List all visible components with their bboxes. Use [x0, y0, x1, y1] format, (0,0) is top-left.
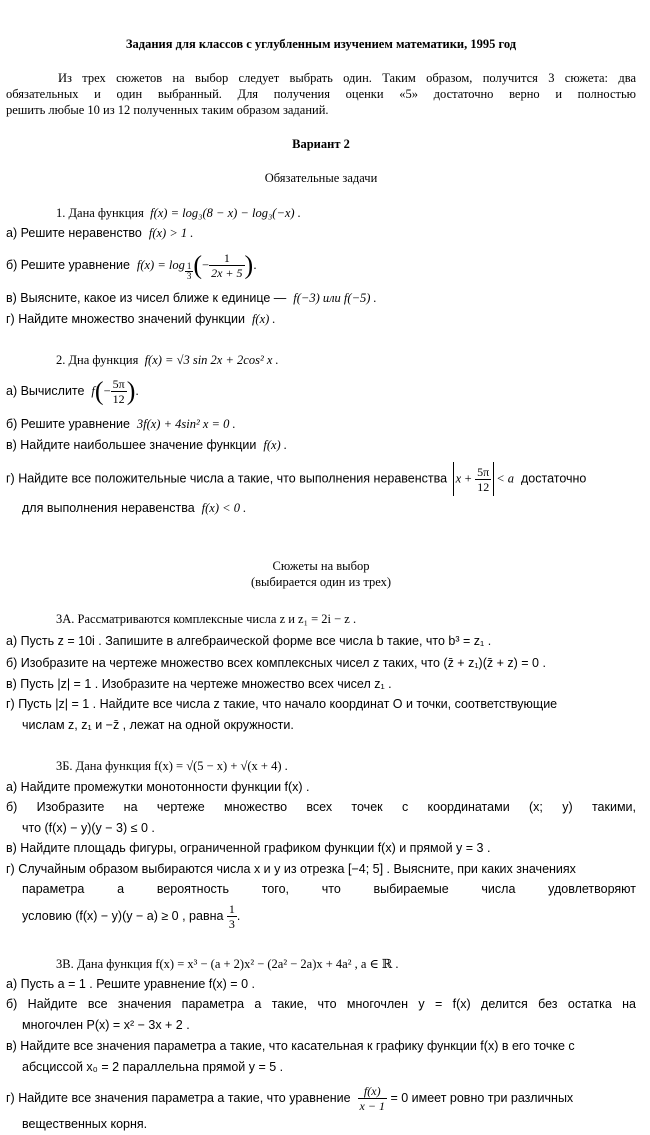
- s3a-g-line1: г) Пусть |z| = 1 . Найдите все числа z такие, что начало координат O и точки, соответствующие: [6, 697, 558, 711]
- s3a-g-line2: числам z, z₁ и −z̄ , лежат на одной окружности.: [22, 718, 294, 732]
- s3b-head: 3Б. Дана функция f(x) = √(5 − x) + √(x + 4) .: [56, 759, 288, 773]
- task2-g-line1: г) Найдите все положительные числа a такие, что выполнения неравенства x + $\frac{5\pi}{12}$ < a достаточно: [6, 462, 586, 496]
- s3v-g-line1: г) Найдите все значения параметра a такие, что уравнение $\frac{f(x)}{x - 1}$ = 0 имеет ровно три различных: [6, 1084, 574, 1114]
- task2-g-line2: для выполнения неравенства f(x) < 0 .: [22, 501, 247, 515]
- intro-line-2: обязательных и один выбранный. Для получения оценки «5» достаточно верно и полностью: [6, 87, 636, 101]
- task2-v: в) Найдите наибольшее значение функции f(x) .: [6, 438, 287, 452]
- task2-a: а) Вычислите f(− $\frac{5\pi}{12}$ ).: [6, 376, 139, 407]
- s3b-a: а) Найдите промежутки монотонности функции f(x) .: [6, 780, 310, 794]
- s3a-head: 3А. Рассматриваются комплексные числа z и z₁ = 2i − z .: [56, 612, 357, 626]
- s3v-head: 3В. Дана функция f(x) = x³ − (a + 2)x² − (2a² − 2a)x + 4a² , a ∈ ℝ .: [56, 957, 399, 971]
- choice-subheading: (выбирается один из трех): [250, 575, 392, 589]
- task1-b: б) Решите уравнение f(x) = log $\frac{1}{3}$ (− $\frac{1}{2x + 5}$ ).: [6, 250, 257, 281]
- task1-g: г) Найдите множество значений функции f(x) .: [6, 312, 276, 326]
- task2-head: 2. Дна функция f(x) = √3 sin 2x + 2cos² x .: [56, 353, 279, 367]
- mandatory-heading: Обязательные задачи: [264, 171, 378, 185]
- s3b-g-line2: параметра a вероятность того, что выбираемые числа удовлетворяют: [22, 882, 636, 896]
- choice-heading: Сюжеты на выбор: [272, 559, 370, 573]
- s3b-b-line2: что (f(x) − y)(y − 3) ≤ 0 .: [22, 821, 155, 835]
- s3b-v: в) Найдите площадь фигуры, ограниченной графиком функции f(x) и прямой y = 3 .: [6, 841, 491, 855]
- task1-a: а) Решите неравенство f(x) > 1 .: [6, 226, 194, 240]
- s3v-b-line1: б) Найдите все значения параметра a такие, что многочлен y = f(x) делится без остатка на: [6, 997, 636, 1011]
- s3v-v-line1: в) Найдите все значения параметра a такие, что касательная к графику функции f(x) в его точке с: [6, 1039, 575, 1053]
- page-title: Задания для классов с углубленным изучением математики, 1995 год: [125, 37, 517, 51]
- variant-heading: Вариант 2: [292, 137, 350, 151]
- s3a-v: в) Пусть |z| = 1 . Изобразите на чертеже множество всех чисел z₁ .: [6, 677, 392, 691]
- intro-line-1: Из трех сюжетов на выбор следует выбрать один. Таким образом, получится 3 сюжета: два: [58, 71, 636, 85]
- s3v-g-line2: вещественных корня.: [22, 1117, 148, 1131]
- s3b-g-line1: г) Случайным образом выбираются числа x и y из отрезка [−4; 5] . Выясните, при каких значениях: [6, 862, 576, 876]
- s3b-g-line3: условию (f(x) − y)(y − a) ≥ 0 , равна $\frac{1}{3}$ .: [22, 902, 241, 932]
- s3v-v-line2: абсциссой x₀ = 2 параллельна прямой y = 5 .: [22, 1060, 284, 1074]
- s3b-b-line1: б) Изобразите на чертеже множество всех точек с координатами (x; y) такими,: [6, 800, 636, 814]
- task1-v: в) Выясните, какое из чисел ближе к единице — f(−3) или f(−5) .: [6, 291, 377, 305]
- task1-head: 1. Дана функция f(x) = log₃(8 − x) − log₃(−x) .: [56, 206, 301, 220]
- s3a-a: а) Пусть z = 10i . Запишите в алгебраической форме все числа b такие, что b³ = z₁ .: [6, 634, 492, 648]
- task2-b: б) Решите уравнение 3f(x) + 4sin² x = 0 .: [6, 417, 236, 431]
- s3a-b: б) Изобразите на чертеже множество всех комплексных чисел z таких, что (z̄ + z₁)(z̄ + z) = 0 .: [6, 656, 546, 670]
- intro-line-3: решить любые 10 из 12 полученных таким образом заданий.: [6, 103, 329, 117]
- s3v-a: а) Пусть a = 1 . Решите уравнение f(x) = 0 .: [6, 977, 255, 991]
- s3v-b-line2: многочлен P(x) = x² − 3x + 2 .: [22, 1018, 190, 1032]
